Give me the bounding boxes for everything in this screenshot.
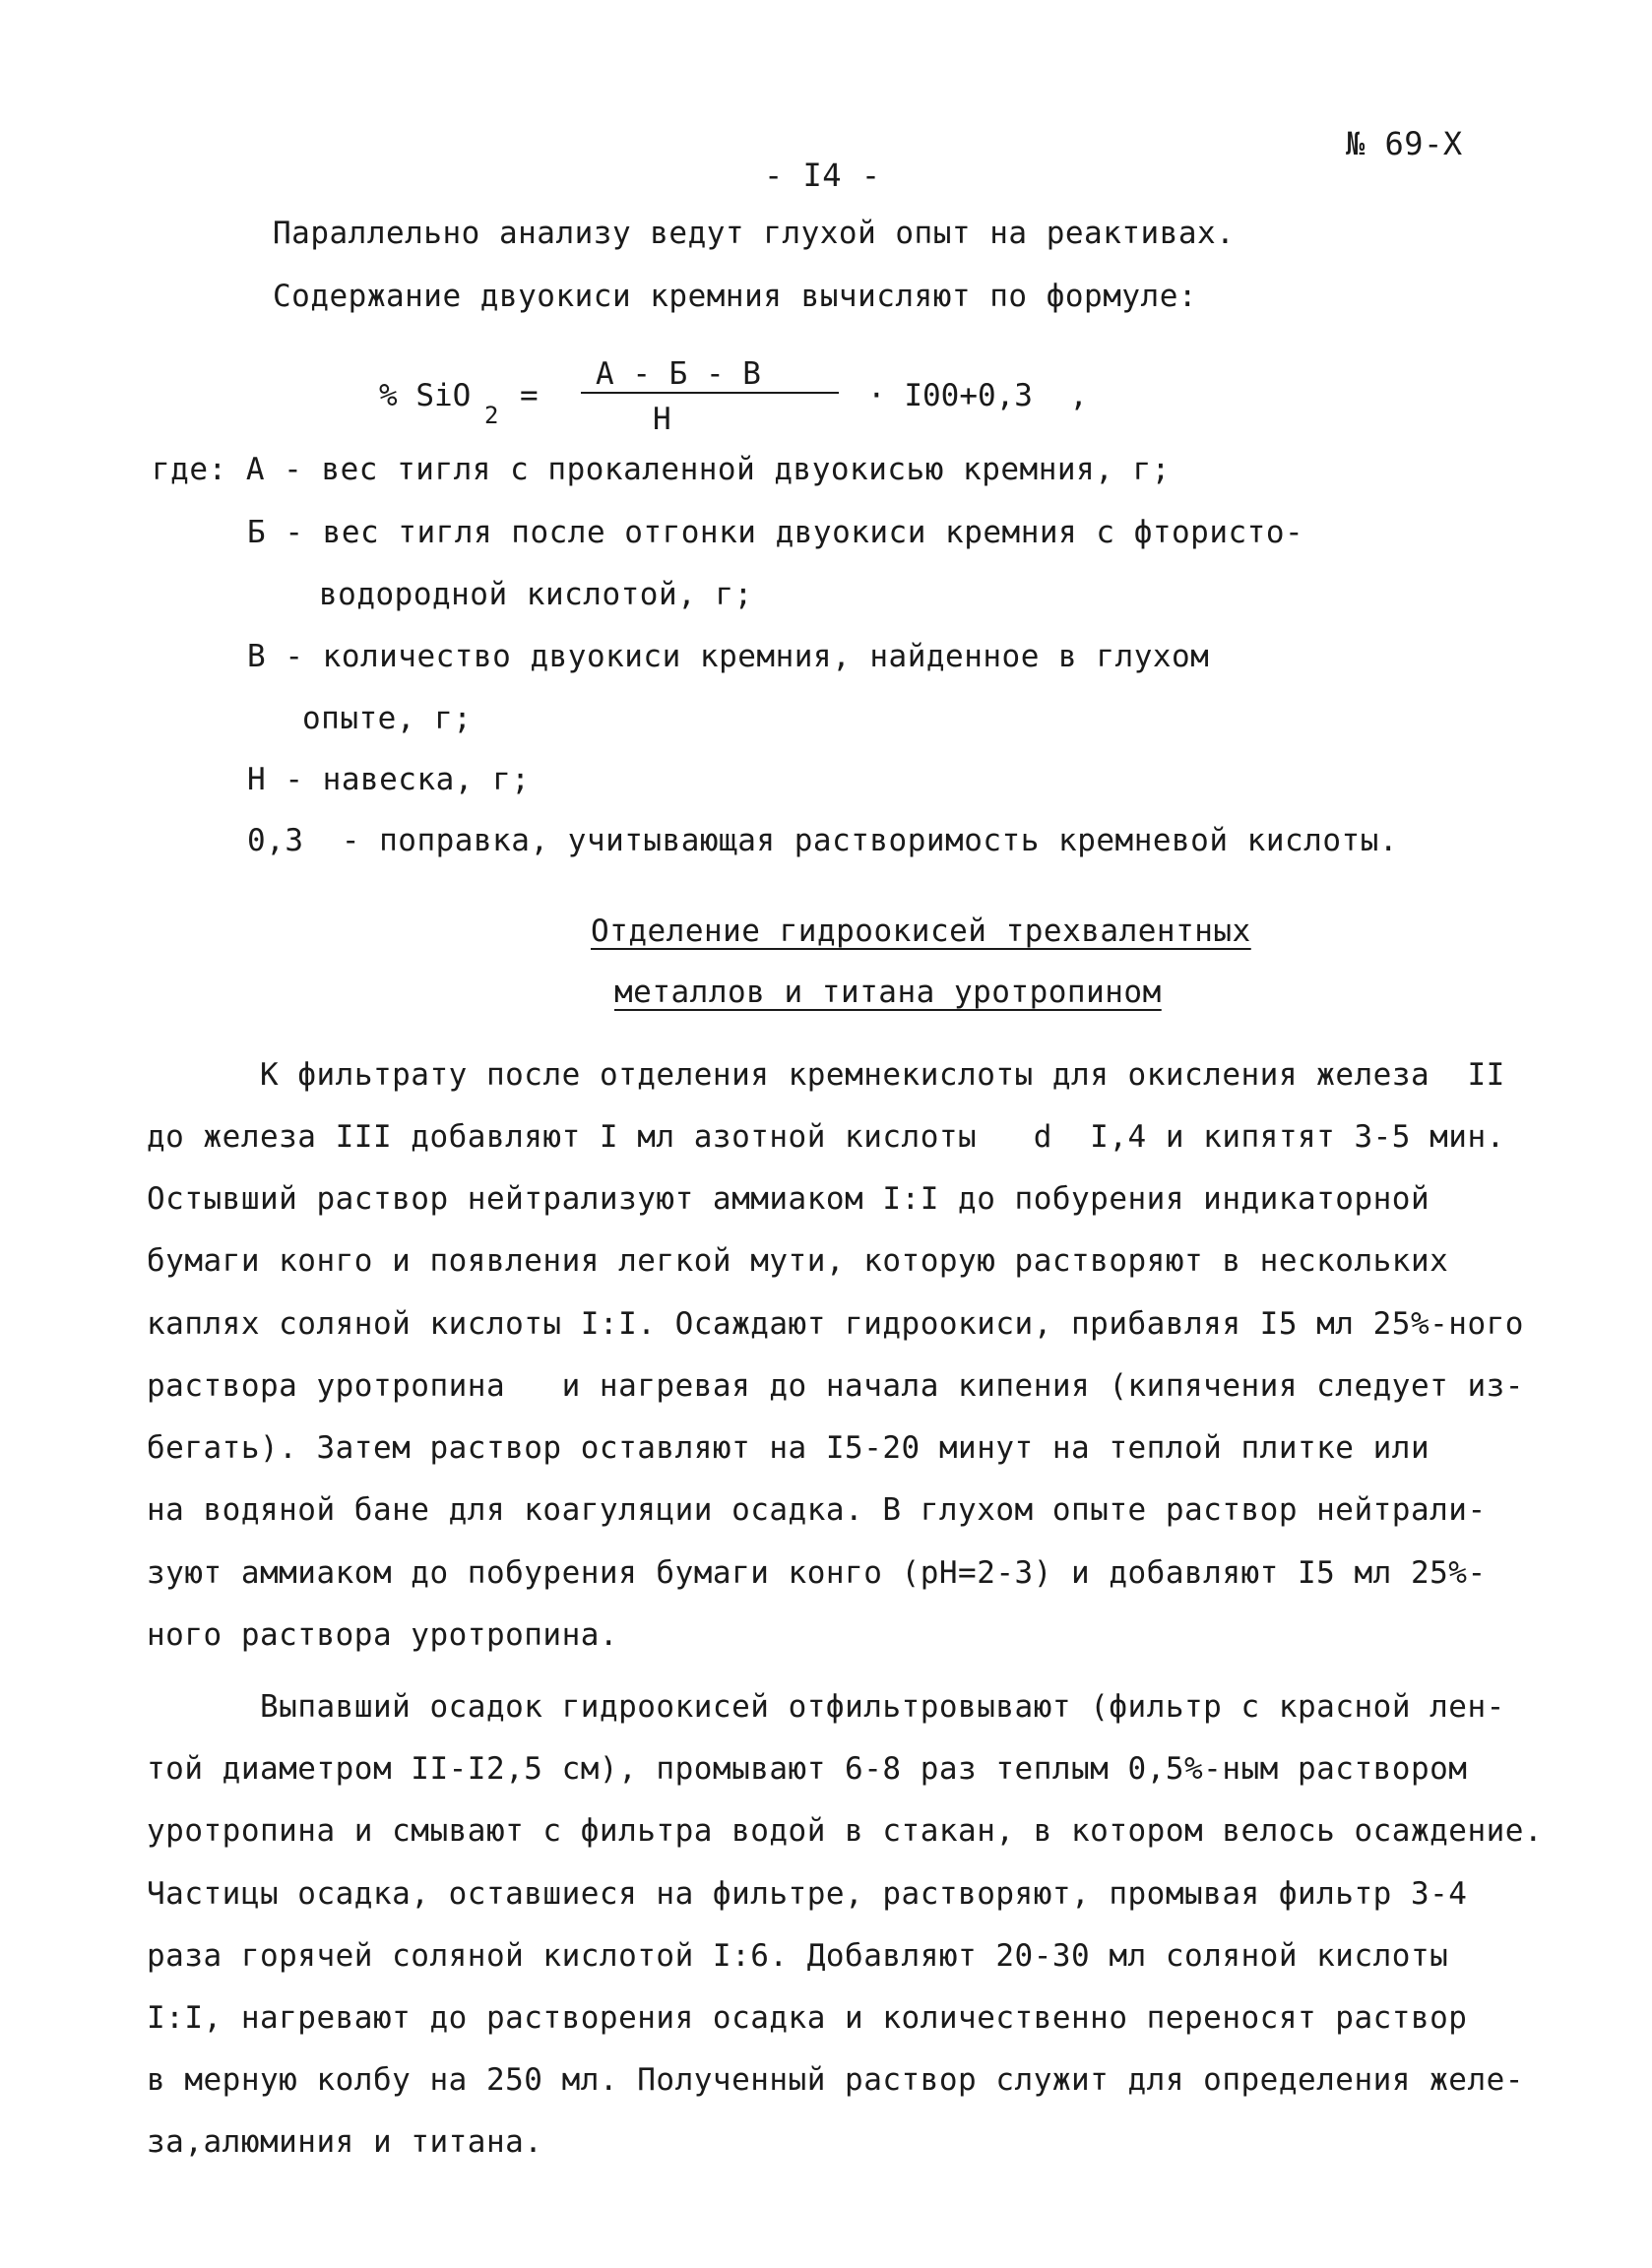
- formula-prefix: % SiO: [379, 378, 472, 413]
- legend-c-line-2: опыте, г;: [302, 701, 473, 736]
- paragraph1-line: К фильтрату после отделения кремнекислоты для окисления железа II: [260, 1057, 1505, 1093]
- intro-line-2: Содержание двуокиси кремния вычисляют по формуле:: [273, 279, 1198, 314]
- section-title-line-2: металлов и титана уротропином: [614, 975, 1162, 1010]
- page-number: - I4 -: [764, 157, 881, 194]
- legend-a-line-1: где: А - вес тигля с прокаленной двуокисью кремния, г;: [152, 452, 1171, 487]
- paragraph1-line: ного раствора уротропина.: [147, 1617, 619, 1653]
- paragraph2-line: Частицы осадка, оставшиеся на фильтре, растворяют, промывая фильтр 3-4: [147, 1876, 1468, 1912]
- paragraph2-line: Выпавший осадок гидроокисей отфильтровывают (фильтр с красной лен-: [260, 1689, 1505, 1725]
- formula-denominator: Н: [653, 402, 671, 437]
- paragraph1-line: бумаги конго и появления легкой мути, которую растворяют в нескольких: [147, 1243, 1449, 1279]
- legend-b-line-1: Б - вес тигля после отгонки двуокиси кремния с фтористо-: [247, 515, 1304, 550]
- sio2-formula: [379, 356, 1127, 445]
- formula-fraction-bar: [581, 392, 839, 394]
- formula-tail: · I00+0,3 ,: [867, 378, 1088, 413]
- paragraph1-line: до железа III добавляют I мл азотной кислоты d I,4 и кипятят 3-5 мин.: [147, 1119, 1505, 1155]
- paragraph2-line: в мерную колбу на 250 мл. Полученный раствор служит для определения желе-: [147, 2062, 1524, 2098]
- paragraph1-line: бегать). Затем раствор оставляют на I5-20 минут на теплой плитке или: [147, 1430, 1430, 1466]
- formula-subscript: 2: [484, 402, 499, 429]
- formula-numerator: А - Б - В: [596, 356, 761, 392]
- paragraph1-line: каплях соляной кислоты I:I. Осаждают гидроокиси, прибавляя I5 мл 25%-ного: [147, 1306, 1524, 1342]
- legend-c-line-1: В - количество двуокиси кремния, найденное в глухом: [247, 639, 1210, 674]
- paragraph2-line: I:I, нагревают до растворения осадка и количественно переносят раствор: [147, 2000, 1468, 2036]
- intro-line-1: Параллельно анализу ведут глухой опыт на реактивах.: [273, 216, 1236, 251]
- paragraph2-line: той диаметром II-I2,5 см), промывают 6-8 раз теплым 0,5%-ным раствором: [147, 1751, 1468, 1787]
- paragraph1-line: раствора уротропина и нагревая до начала кипения (кипячения следует из-: [147, 1368, 1524, 1404]
- paragraph2-line: раза горячей соляной кислотой I:6. Добавляют 20-30 мл соляной кислоты: [147, 1938, 1449, 1974]
- legend-e-line-1: 0,3 - поправка, учитывающая растворимость кремневой кислоты.: [247, 823, 1398, 858]
- paragraph2-line: за,алюминия и титана.: [147, 2124, 543, 2160]
- document-number: № 69-Х: [1346, 125, 1463, 162]
- legend-b-line-2: водородной кислотой, г;: [319, 577, 753, 612]
- paragraph2-line: уротропина и смывают с фильтра водой в стакан, в котором велось осаждение.: [147, 1813, 1544, 1849]
- legend-d-line-1: Н - навеска, г;: [247, 762, 531, 797]
- paragraph1-line: на водяной бане для коагуляции осадка. В глухом опыте раствор нейтрали-: [147, 1492, 1487, 1528]
- paragraph1-line: зуют аммиаком до побурения бумаги конго (рН=2-3) и добавляют I5 мл 25%-: [147, 1555, 1487, 1591]
- paragraph1-line: Остывший раствор нейтрализуют аммиаком I:I до побурения индикаторной: [147, 1181, 1430, 1217]
- formula-equals: =: [520, 378, 539, 413]
- section-title-line-1: Отделение гидроокисей трехвалентных: [591, 914, 1251, 949]
